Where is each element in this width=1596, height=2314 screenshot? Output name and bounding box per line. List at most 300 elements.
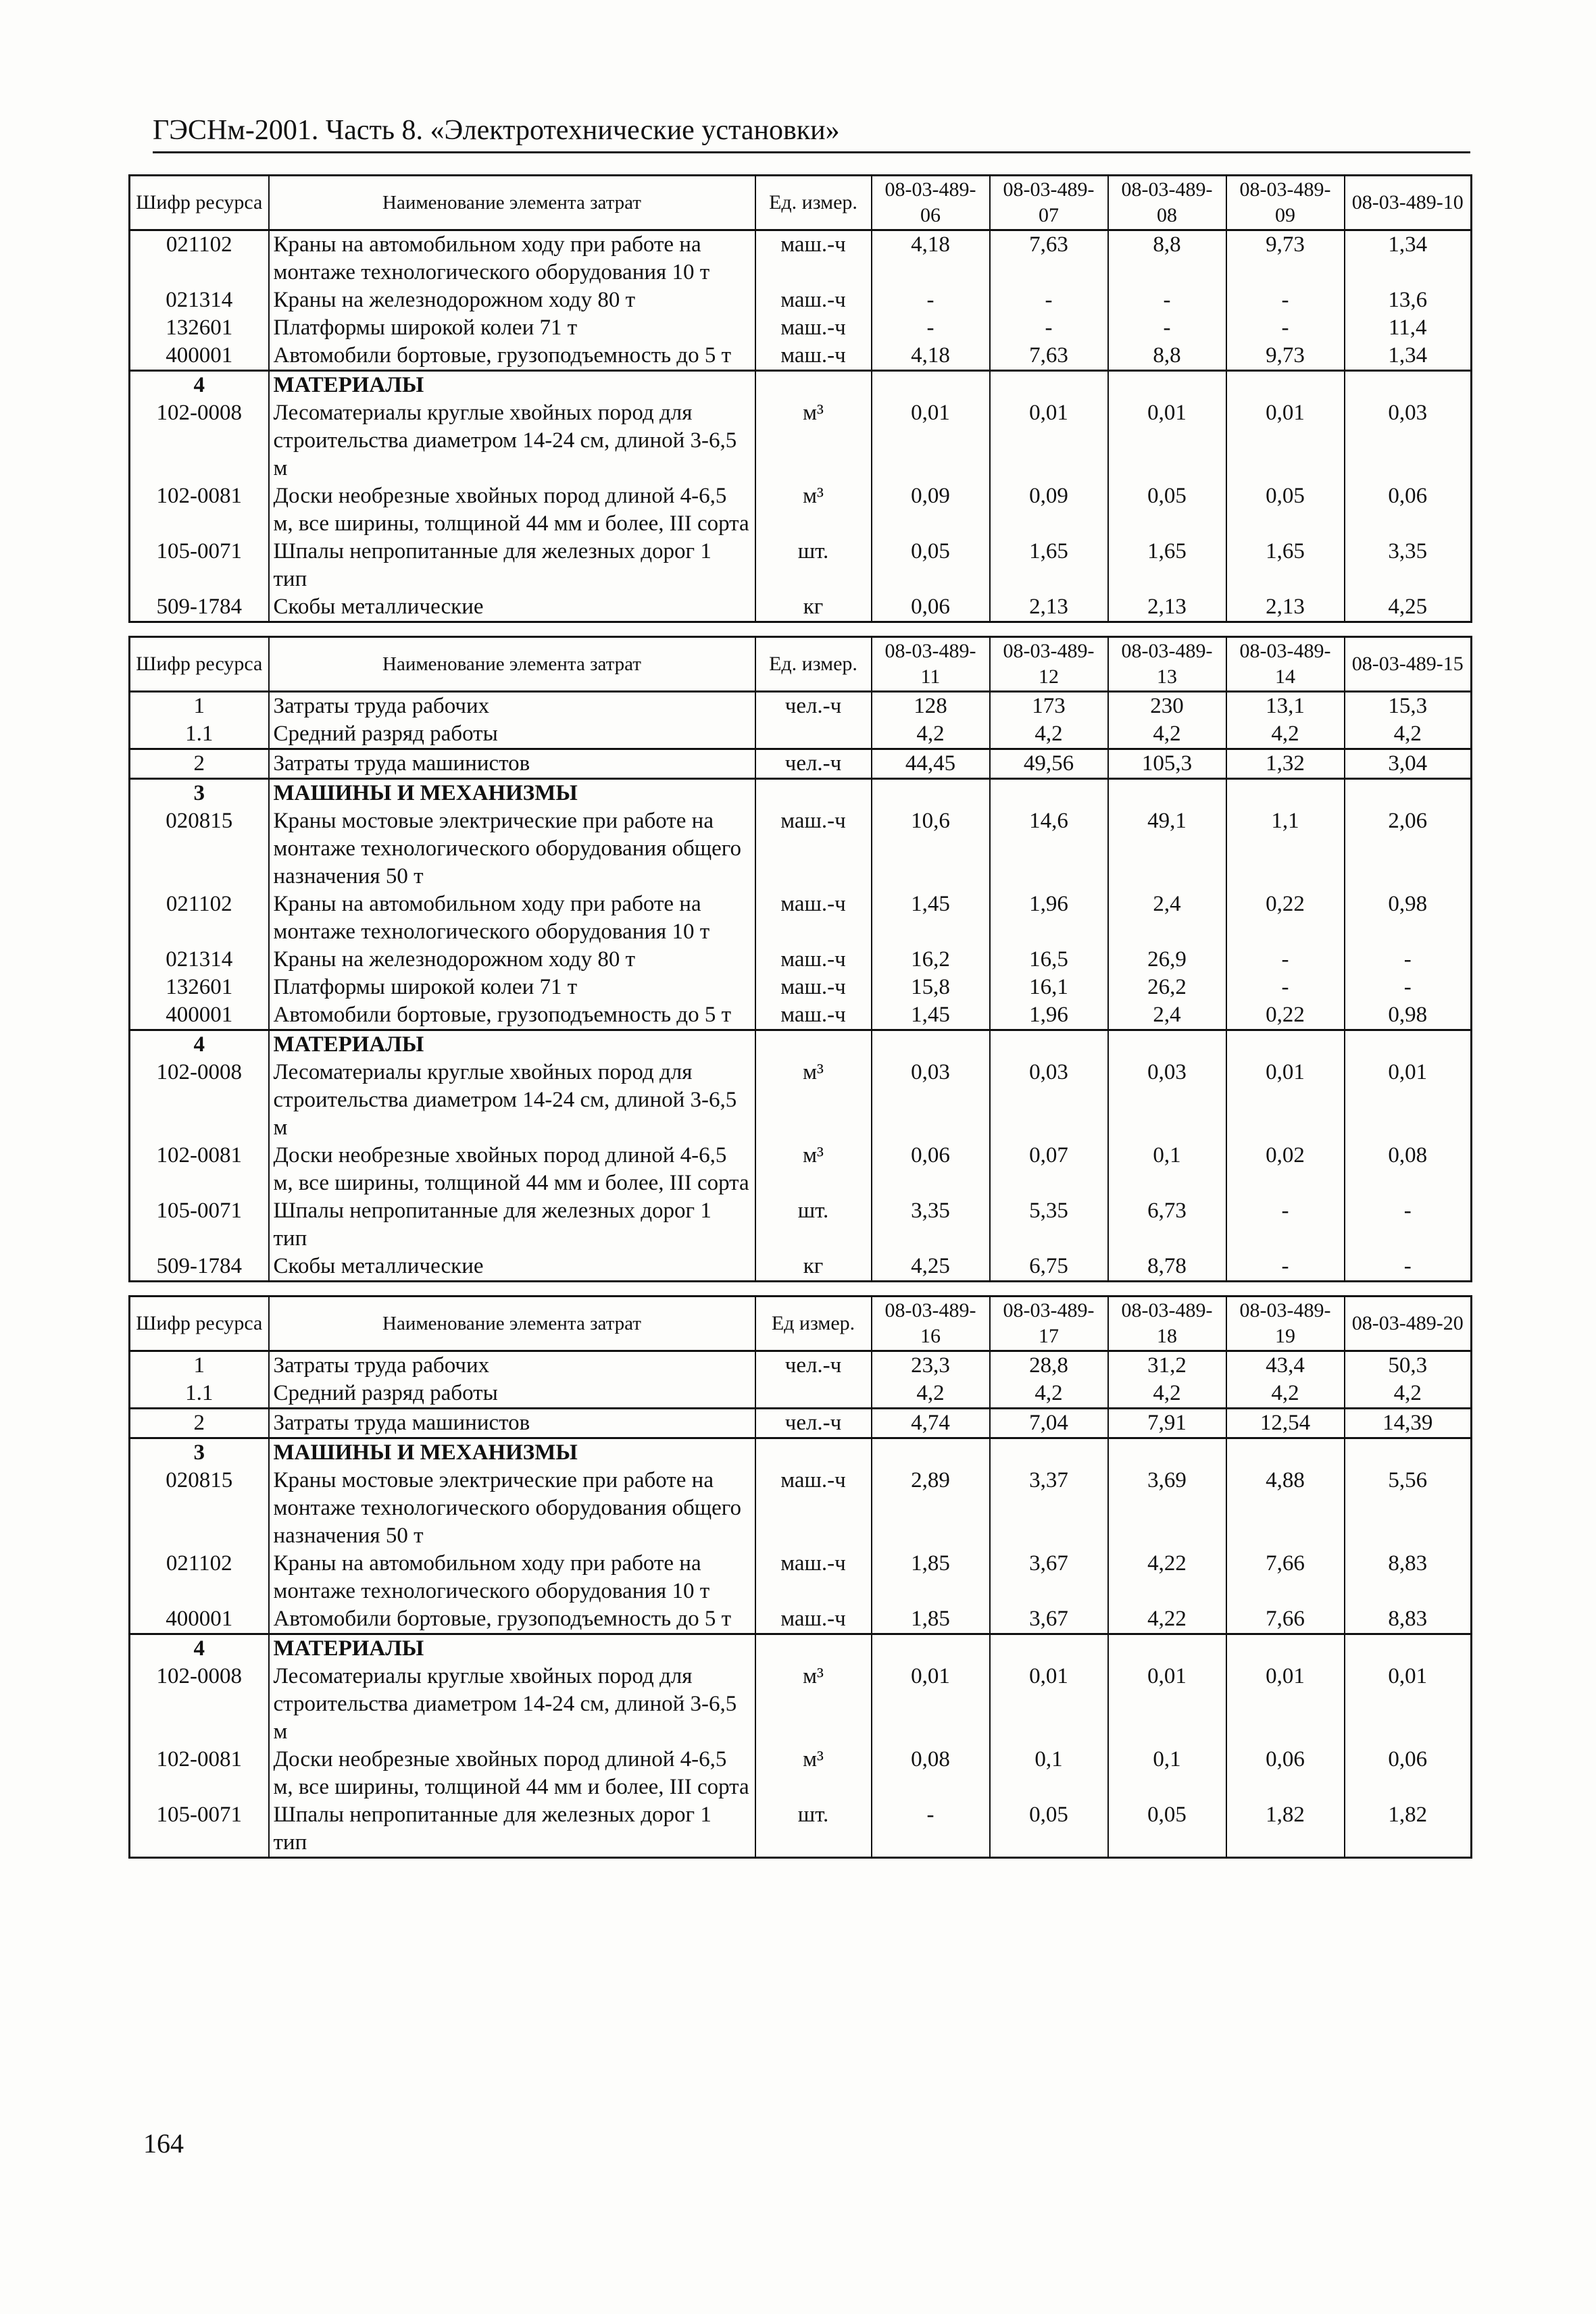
table-row	[130, 1409, 1472, 1438]
value-cell: 3,67	[990, 1605, 1108, 1634]
value-cell: 23,3	[872, 1351, 990, 1380]
cost-item-name-cell: Платформы широкой колеи 71 т	[269, 314, 755, 342]
value-cell	[1226, 371, 1345, 400]
unit-cell: маш.-ч	[755, 890, 872, 946]
value-cell: 0,01	[872, 1663, 990, 1746]
value-cell: 4,2	[1108, 1380, 1226, 1409]
cost-item-name-cell: МАТЕРИАЛЫ	[269, 1634, 755, 1663]
value-cell	[872, 1634, 990, 1663]
value-cell	[872, 371, 990, 400]
value-cell: 4,2	[1226, 1380, 1345, 1409]
column-header: Ед. измер.	[755, 176, 872, 230]
resource-code-cell: 3	[130, 1438, 269, 1467]
resource-code-cell: 102-0081	[130, 1746, 269, 1801]
unit-cell: чел.-ч	[755, 1351, 872, 1380]
cost-item-name-cell: Средний разряд работы	[269, 720, 755, 749]
value-cell: 4,2	[990, 1380, 1108, 1409]
value-cell: 0,05	[1226, 482, 1345, 538]
resource-code-cell: 1.1	[130, 720, 269, 749]
column-header: 08-03-489-08	[1108, 176, 1226, 230]
value-cell: 1,82	[1226, 1801, 1345, 1858]
unit-cell: маш.-ч	[755, 946, 872, 974]
value-cell: -	[1226, 1253, 1345, 1282]
resource-code-cell: 105-0071	[130, 1197, 269, 1253]
cost-item-name-cell: Автомобили бортовые, грузоподъемность до 5 т	[269, 1001, 755, 1030]
value-cell: 0,01	[1226, 1663, 1345, 1746]
value-cell: 14,39	[1345, 1409, 1472, 1438]
value-cell: 2,13	[990, 593, 1108, 622]
value-cell: 49,56	[990, 749, 1108, 779]
resource-code-cell: 105-0071	[130, 538, 269, 593]
value-cell: 1,45	[872, 1001, 990, 1030]
unit-cell: маш.-ч	[755, 1001, 872, 1030]
resource-code-cell: 102-0008	[130, 399, 269, 482]
column-header: Наименование элемента затрат	[269, 1297, 755, 1351]
cost-table	[128, 174, 1472, 623]
value-cell	[872, 1030, 990, 1059]
value-cell: 4,74	[872, 1409, 990, 1438]
value-cell	[990, 1438, 1108, 1467]
value-cell: 1,96	[990, 1001, 1108, 1030]
unit-cell: маш.-ч	[755, 342, 872, 371]
cost-item-name-cell: Затраты труда рабочих	[269, 1351, 755, 1380]
value-cell: 4,18	[872, 342, 990, 371]
value-cell: 4,2	[1226, 720, 1345, 749]
value-cell: 0,06	[872, 593, 990, 622]
resource-code-cell: 1	[130, 1351, 269, 1380]
resource-code-cell: 020815	[130, 807, 269, 890]
value-cell: 105,3	[1108, 749, 1226, 779]
value-cell: 1,82	[1345, 1801, 1472, 1858]
column-header: 08-03-489-10	[1345, 176, 1472, 230]
value-cell: 16,1	[990, 974, 1108, 1001]
value-cell: -	[1226, 974, 1345, 1001]
unit-cell: маш.-ч	[755, 1550, 872, 1605]
value-cell: 128	[872, 692, 990, 721]
table-row	[130, 1380, 1472, 1409]
value-cell: 0,01	[1108, 1663, 1226, 1746]
value-cell: 1,65	[990, 538, 1108, 593]
column-header: 08-03-489-15	[1345, 637, 1472, 692]
resource-code-cell: 132601	[130, 314, 269, 342]
value-cell: 5,56	[1345, 1467, 1472, 1550]
cost-item-name-cell: МАТЕРИАЛЫ	[269, 1030, 755, 1059]
value-cell	[1345, 779, 1472, 808]
table-row	[130, 314, 1472, 342]
cost-item-name-cell: Затраты труда машинистов	[269, 1409, 755, 1438]
value-cell: 2,13	[1226, 593, 1345, 622]
value-cell: 4,22	[1108, 1550, 1226, 1605]
value-cell: 6,75	[990, 1253, 1108, 1282]
value-cell: 0,03	[1108, 1059, 1226, 1142]
table-row	[130, 692, 1472, 721]
cost-item-name-cell: Лесоматериалы круглые хвойных пород для строительства диаметром 14-24 см, длиной 3-6,5 м	[269, 1059, 755, 1142]
cost-item-name-cell: Автомобили бортовые, грузоподъемность до 5 т	[269, 1605, 755, 1634]
value-cell	[1345, 1438, 1472, 1467]
value-cell: 1,45	[872, 890, 990, 946]
value-cell: 4,2	[872, 1380, 990, 1409]
column-header: 08-03-489-09	[1226, 176, 1345, 230]
value-cell: 1,96	[990, 890, 1108, 946]
value-cell: 230	[1108, 692, 1226, 721]
value-cell: 4,25	[1345, 593, 1472, 622]
value-cell	[1226, 779, 1345, 808]
unit-cell	[755, 1380, 872, 1409]
value-cell: 0,08	[872, 1746, 990, 1801]
value-cell: 0,06	[1345, 1746, 1472, 1801]
value-cell: 0,01	[1345, 1059, 1472, 1142]
value-cell: 4,2	[1345, 720, 1472, 749]
table-row	[130, 286, 1472, 314]
unit-cell: маш.-ч	[755, 286, 872, 314]
value-cell: 26,9	[1108, 946, 1226, 974]
column-header: 08-03-489-14	[1226, 637, 1345, 692]
cost-item-name-cell: Краны на автомобильном ходу при работе на монтаже технологического оборудования 10 т	[269, 890, 755, 946]
column-header: Шифр ресурса	[130, 1297, 269, 1351]
value-cell: 11,4	[1345, 314, 1472, 342]
resource-code-cell: 3	[130, 779, 269, 808]
value-cell: 173	[990, 692, 1108, 721]
table-row	[130, 1438, 1472, 1467]
value-cell: 1,32	[1226, 749, 1345, 779]
column-header: Наименование элемента затрат	[269, 637, 755, 692]
resource-code-cell: 4	[130, 371, 269, 400]
table-row	[130, 1253, 1472, 1282]
value-cell: 1,34	[1345, 230, 1472, 287]
value-cell	[872, 779, 990, 808]
value-cell: 0,06	[1345, 482, 1472, 538]
value-cell: 8,83	[1345, 1605, 1472, 1634]
value-cell: 44,45	[872, 749, 990, 779]
table-row	[130, 538, 1472, 593]
unit-cell: м³	[755, 1663, 872, 1746]
value-cell: 16,5	[990, 946, 1108, 974]
value-cell: 3,37	[990, 1467, 1108, 1550]
table-row	[130, 342, 1472, 371]
resource-code-cell: 2	[130, 1409, 269, 1438]
column-header: 08-03-489-16	[872, 1297, 990, 1351]
unit-cell: кг	[755, 1253, 872, 1282]
cost-item-name-cell: Автомобили бортовые, грузоподъемность до 5 т	[269, 342, 755, 371]
unit-cell: маш.-ч	[755, 230, 872, 287]
value-cell: 3,35	[872, 1197, 990, 1253]
value-cell: 13,1	[1226, 692, 1345, 721]
cost-item-name-cell: МАШИНЫ И МЕХАНИЗМЫ	[269, 1438, 755, 1467]
unit-cell: маш.-ч	[755, 807, 872, 890]
table-row	[130, 1351, 1472, 1380]
value-cell	[872, 1438, 990, 1467]
table-row	[130, 230, 1472, 287]
value-cell: 4,22	[1108, 1605, 1226, 1634]
unit-cell: чел.-ч	[755, 1409, 872, 1438]
value-cell: 1,85	[872, 1605, 990, 1634]
resource-code-cell: 021314	[130, 286, 269, 314]
unit-cell: шт.	[755, 1801, 872, 1858]
value-cell	[1108, 779, 1226, 808]
resource-code-cell: 021102	[130, 1550, 269, 1605]
cost-item-name-cell: Краны на автомобильном ходу при работе на монтаже технологического оборудования 10 т	[269, 1550, 755, 1605]
value-cell: -	[872, 1801, 990, 1858]
value-cell: 4,2	[990, 720, 1108, 749]
value-cell: -	[1226, 1197, 1345, 1253]
value-cell: 4,2	[1345, 1380, 1472, 1409]
cost-item-name-cell: Платформы широкой колеи 71 т	[269, 974, 755, 1001]
value-cell: -	[1226, 946, 1345, 974]
value-cell: 0,01	[1226, 1059, 1345, 1142]
value-cell: 9,73	[1226, 230, 1345, 287]
cost-item-name-cell: Краны на железнодорожном ходу 80 т	[269, 946, 755, 974]
value-cell	[1345, 1030, 1472, 1059]
unit-cell: м³	[755, 1746, 872, 1801]
value-cell: 8,8	[1108, 230, 1226, 287]
resource-code-cell: 020815	[130, 1467, 269, 1550]
value-cell	[1108, 1030, 1226, 1059]
table-row	[130, 720, 1472, 749]
resource-code-cell: 509-1784	[130, 593, 269, 622]
table-row	[130, 890, 1472, 946]
cost-item-name-cell: Шпалы непропитанные для железных дорог 1 тип	[269, 538, 755, 593]
table-row	[130, 1142, 1472, 1197]
unit-cell	[755, 1438, 872, 1467]
value-cell: 1,65	[1108, 538, 1226, 593]
value-cell: 12,54	[1226, 1409, 1345, 1438]
value-cell: 0,05	[1108, 482, 1226, 538]
column-header: 08-03-489-07	[990, 176, 1108, 230]
cost-item-name-cell: Средний разряд работы	[269, 1380, 755, 1409]
value-cell: 0,1	[1108, 1746, 1226, 1801]
value-cell	[1108, 371, 1226, 400]
unit-cell: маш.-ч	[755, 314, 872, 342]
cost-table	[128, 1295, 1472, 1859]
value-cell: 0,09	[872, 482, 990, 538]
column-header: Ед. измер.	[755, 637, 872, 692]
column-header: Наименование элемента затрат	[269, 176, 755, 230]
value-cell: -	[1345, 1253, 1472, 1282]
value-cell	[990, 779, 1108, 808]
value-cell: 15,3	[1345, 692, 1472, 721]
value-cell: 1,85	[872, 1550, 990, 1605]
value-cell: 50,3	[1345, 1351, 1472, 1380]
cost-item-name-cell: Шпалы непропитанные для железных дорог 1 тип	[269, 1197, 755, 1253]
column-header: 08-03-489-06	[872, 176, 990, 230]
unit-cell: м³	[755, 482, 872, 538]
unit-cell: маш.-ч	[755, 1605, 872, 1634]
value-cell: -	[872, 286, 990, 314]
value-cell: 31,2	[1108, 1351, 1226, 1380]
value-cell: 26,2	[1108, 974, 1226, 1001]
table-row	[130, 593, 1472, 622]
value-cell: 0,01	[990, 1663, 1108, 1746]
value-cell: -	[872, 314, 990, 342]
page-header: ГЭСНм-2001. Часть 8. «Электротехнические установки»	[153, 114, 1470, 153]
cost-item-name-cell: МАШИНЫ И МЕХАНИЗМЫ	[269, 779, 755, 808]
table-row	[130, 371, 1472, 400]
value-cell: 1,65	[1226, 538, 1345, 593]
cost-item-name-cell: Краны на автомобильном ходу при работе на монтаже технологического оборудования 10 т	[269, 230, 755, 287]
table-row	[130, 1467, 1472, 1550]
cost-item-name-cell: МАТЕРИАЛЫ	[269, 371, 755, 400]
value-cell: 0,03	[872, 1059, 990, 1142]
column-header: 08-03-489-18	[1108, 1297, 1226, 1351]
table-row	[130, 779, 1472, 808]
value-cell: 4,18	[872, 230, 990, 287]
cost-table	[128, 636, 1472, 1282]
unit-cell: м³	[755, 1059, 872, 1142]
value-cell: 2,4	[1108, 1001, 1226, 1030]
table-row	[130, 807, 1472, 890]
value-cell	[990, 1030, 1108, 1059]
value-cell: 9,73	[1226, 342, 1345, 371]
value-cell: 8,8	[1108, 342, 1226, 371]
value-cell	[1226, 1438, 1345, 1467]
value-cell: 43,4	[1226, 1351, 1345, 1380]
value-cell: 0,03	[990, 1059, 1108, 1142]
resource-code-cell: 021314	[130, 946, 269, 974]
table-row	[130, 1746, 1472, 1801]
table-row	[130, 1801, 1472, 1858]
resource-code-cell: 1.1	[130, 1380, 269, 1409]
value-cell: 0,06	[872, 1142, 990, 1197]
resource-code-cell: 105-0071	[130, 1801, 269, 1858]
value-cell: 0,05	[872, 538, 990, 593]
table-row	[130, 946, 1472, 974]
value-cell	[1345, 1634, 1472, 1663]
table-row	[130, 1001, 1472, 1030]
unit-cell: чел.-ч	[755, 749, 872, 779]
value-cell: 0,02	[1226, 1142, 1345, 1197]
value-cell: 5,35	[990, 1197, 1108, 1253]
value-cell: 7,91	[1108, 1409, 1226, 1438]
resource-code-cell: 400001	[130, 1001, 269, 1030]
table-row	[130, 1550, 1472, 1605]
column-header: 08-03-489-11	[872, 637, 990, 692]
resource-code-cell: 021102	[130, 230, 269, 287]
table-row	[130, 1197, 1472, 1253]
unit-cell	[755, 1634, 872, 1663]
cost-item-name-cell: Доски необрезные хвойных пород длиной 4-6,5 м, все ширины, толщиной 44 мм и более, III сорта	[269, 1142, 755, 1197]
value-cell: 6,73	[1108, 1197, 1226, 1253]
value-cell	[990, 1634, 1108, 1663]
value-cell: 0,07	[990, 1142, 1108, 1197]
resource-code-cell: 102-0008	[130, 1663, 269, 1746]
value-cell: -	[990, 286, 1108, 314]
table-row	[130, 482, 1472, 538]
value-cell: 0,01	[1345, 1663, 1472, 1746]
cost-item-name-cell: Лесоматериалы круглые хвойных пород для строительства диаметром 14-24 см, длиной 3-6,5 м	[269, 399, 755, 482]
value-cell: 7,04	[990, 1409, 1108, 1438]
table-row	[130, 1663, 1472, 1746]
cost-item-name-cell: Скобы металлические	[269, 1253, 755, 1282]
value-cell: 0,09	[990, 482, 1108, 538]
column-header: Ед измер.	[755, 1297, 872, 1351]
column-header: 08-03-489-13	[1108, 637, 1226, 692]
column-header: 08-03-489-20	[1345, 1297, 1472, 1351]
table-row	[130, 749, 1472, 779]
cost-item-name-cell: Доски необрезные хвойных пород длиной 4-6,5 м, все ширины, толщиной 44 мм и более, III сорта	[269, 1746, 755, 1801]
column-header: 08-03-489-12	[990, 637, 1108, 692]
value-cell: 0,01	[1226, 399, 1345, 482]
resource-code-cell: 509-1784	[130, 1253, 269, 1282]
value-cell	[1108, 1634, 1226, 1663]
table-row	[130, 1030, 1472, 1059]
value-cell: 7,66	[1226, 1550, 1345, 1605]
column-header: Шифр ресурса	[130, 176, 269, 230]
value-cell: 2,89	[872, 1467, 990, 1550]
value-cell: 0,03	[1345, 399, 1472, 482]
cost-item-name-cell: Краны мостовые электрические при работе на монтаже технологического оборудования общего назначения 50 т	[269, 807, 755, 890]
value-cell	[1226, 1634, 1345, 1663]
resource-code-cell: 2	[130, 749, 269, 779]
table-header-row	[130, 637, 1472, 692]
unit-cell: маш.-ч	[755, 974, 872, 1001]
value-cell: 14,6	[990, 807, 1108, 890]
value-cell: 28,8	[990, 1351, 1108, 1380]
unit-cell: маш.-ч	[755, 1467, 872, 1550]
cost-item-name-cell: Лесоматериалы круглые хвойных пород для строительства диаметром 14-24 см, длиной 3-6,5 м	[269, 1663, 755, 1746]
cost-item-name-cell: Скобы металлические	[269, 593, 755, 622]
cost-tables	[128, 174, 1470, 1871]
page-number: 164	[143, 2128, 184, 2159]
value-cell: 0,1	[1108, 1142, 1226, 1197]
unit-cell: чел.-ч	[755, 692, 872, 721]
value-cell: 0,98	[1345, 1001, 1472, 1030]
value-cell: 0,05	[1108, 1801, 1226, 1858]
unit-cell: м³	[755, 399, 872, 482]
resource-code-cell: 132601	[130, 974, 269, 1001]
value-cell: 4,2	[872, 720, 990, 749]
unit-cell: м³	[755, 1142, 872, 1197]
resource-code-cell: 400001	[130, 1605, 269, 1634]
resource-code-cell: 102-0081	[130, 482, 269, 538]
table-row	[130, 1634, 1472, 1663]
resource-code-cell: 1	[130, 692, 269, 721]
value-cell: -	[1226, 286, 1345, 314]
unit-cell	[755, 779, 872, 808]
table-row	[130, 974, 1472, 1001]
value-cell: 3,67	[990, 1550, 1108, 1605]
cost-item-name-cell: Доски необрезные хвойных пород длиной 4-6,5 м, все ширины, толщиной 44 мм и более, III сорта	[269, 482, 755, 538]
table-header-row	[130, 1297, 1472, 1351]
column-header: 08-03-489-17	[990, 1297, 1108, 1351]
cost-item-name-cell: Шпалы непропитанные для железных дорог 1 тип	[269, 1801, 755, 1858]
value-cell: 8,78	[1108, 1253, 1226, 1282]
value-cell: 8,83	[1345, 1550, 1472, 1605]
value-cell: 3,69	[1108, 1467, 1226, 1550]
resource-code-cell: 102-0008	[130, 1059, 269, 1142]
cost-item-name-cell: Краны мостовые электрические при работе на монтаже технологического оборудования общего назначения 50 т	[269, 1467, 755, 1550]
value-cell: 0,1	[990, 1746, 1108, 1801]
value-cell: 15,8	[872, 974, 990, 1001]
value-cell: 0,22	[1226, 890, 1345, 946]
unit-cell: кг	[755, 593, 872, 622]
value-cell: 49,1	[1108, 807, 1226, 890]
value-cell: 16,2	[872, 946, 990, 974]
value-cell: -	[1226, 314, 1345, 342]
value-cell: 2,13	[1108, 593, 1226, 622]
resource-code-cell: 102-0081	[130, 1142, 269, 1197]
cost-item-name-cell: Затраты труда рабочих	[269, 692, 755, 721]
value-cell: 2,4	[1108, 890, 1226, 946]
resource-code-cell: 021102	[130, 890, 269, 946]
unit-cell: шт.	[755, 538, 872, 593]
value-cell: 7,66	[1226, 1605, 1345, 1634]
value-cell: 3,35	[1345, 538, 1472, 593]
unit-cell	[755, 1030, 872, 1059]
table-row	[130, 1059, 1472, 1142]
table-row	[130, 1605, 1472, 1634]
unit-cell: шт.	[755, 1197, 872, 1253]
value-cell: 0,01	[872, 399, 990, 482]
